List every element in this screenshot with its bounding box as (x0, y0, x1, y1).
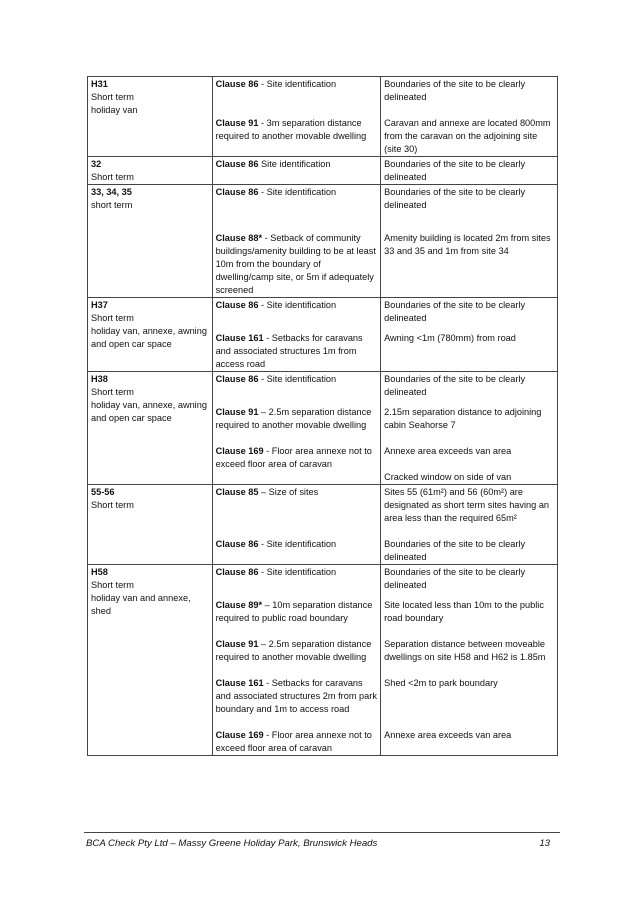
finding-text: Boundaries of the site to be clearly delineated (384, 374, 526, 397)
finding-entry (384, 78, 554, 104)
table-row (88, 298, 558, 372)
clause-number: Clause 86 (215, 374, 259, 384)
clause-entry (216, 471, 378, 484)
site-label: H38 (91, 374, 108, 384)
clause-text: - Site identification (258, 187, 337, 197)
finding-text: Awning <1m (780mm) from road (384, 333, 516, 343)
finding-text: Separation distance between moveable dwellings on site H58 and H62 is 1.85m (384, 639, 546, 662)
clause-text: - Site identification (258, 300, 337, 310)
site-description: holiday van (91, 105, 138, 115)
finding-text: Boundaries of the site to be clearly delineated (384, 159, 526, 182)
clause-cell (212, 185, 381, 298)
site-cell (88, 298, 213, 372)
clause-number: Clause 161 (215, 333, 264, 343)
site-label: 55-56 (91, 487, 115, 497)
clause-number: Clause 91 (215, 118, 259, 128)
clause-entry (216, 299, 378, 325)
site-description: Short term (91, 500, 134, 510)
clause-text: - Site identification (258, 567, 337, 577)
finding-cell (381, 157, 558, 185)
clause-text: - Setbacks for caravans and associated structures 2m from park boundary and 1m to access road (215, 678, 377, 714)
clause-entry (216, 638, 378, 664)
finding-text: Shed <2m to park boundary (384, 678, 498, 688)
clause-entry (216, 373, 378, 399)
clause-entry (216, 599, 378, 625)
clause-number: Clause 161 (215, 678, 264, 688)
finding-text: Site located less than 10m to the public road boundary (384, 600, 544, 623)
table-row (88, 157, 558, 185)
finding-entry (384, 406, 554, 432)
footer-text: BCA Check Pty Ltd – Massy Greene Holiday Park, Brunswick Heads (86, 838, 378, 849)
inspection-table (87, 76, 558, 756)
clause-entry (216, 232, 378, 297)
finding-cell (381, 77, 558, 157)
finding-text: Sites 55 (61m²) and 56 (60m²) are designated as short term sites having an area less than the required 65m² (384, 487, 550, 523)
site-description: Short term (91, 313, 134, 323)
finding-text: Caravan and annexe are located 800mm from the caravan on the adjoining site (site 30) (384, 118, 551, 154)
clause-text: - Site identification (258, 539, 337, 549)
site-cell (88, 485, 213, 565)
clause-text: - Setbacks for caravans and associated structures 1m from access road (215, 333, 363, 369)
page-footer (86, 838, 556, 849)
finding-entry (384, 117, 554, 156)
finding-text: 2.15m separation distance to adjoining cabin Seahorse 7 (384, 407, 542, 430)
clause-cell (212, 485, 381, 565)
finding-entry (384, 186, 554, 212)
clause-entry (216, 486, 378, 525)
site-description: holiday van, annexe, awning and open car space (91, 326, 207, 349)
table-row (88, 77, 558, 157)
clause-text: - 3m separation distance required to another movable dwelling (215, 118, 367, 141)
clause-number: Clause 86 (215, 79, 259, 89)
finding-entry (384, 373, 554, 399)
clause-cell (212, 157, 381, 185)
finding-text: Boundaries of the site to be clearly delineated (384, 187, 526, 210)
site-cell (88, 372, 213, 485)
clause-text: – 10m separation distance required to public road boundary (215, 600, 373, 623)
finding-text: Cracked window on side of van (384, 472, 512, 482)
finding-cell (381, 565, 558, 756)
site-label: H37 (91, 300, 108, 310)
clause-text: Site identification (258, 159, 331, 169)
finding-entry (384, 538, 554, 564)
finding-entry (384, 638, 554, 664)
site-cell (88, 157, 213, 185)
finding-entry (384, 599, 554, 625)
table-body (88, 77, 558, 756)
finding-entry (384, 677, 554, 716)
clause-text: – Size of sites (258, 487, 319, 497)
finding-text: Amenity building is located 2m from sites 33 and 35 and 1m from site 34 (384, 233, 551, 256)
clause-text: – 2.5m separation distance required to another movable dwelling (215, 639, 372, 662)
clause-entry (216, 186, 378, 212)
finding-cell (381, 485, 558, 565)
clause-entry (216, 332, 378, 371)
clause-cell (212, 298, 381, 372)
clause-number: Clause 86 (215, 539, 259, 549)
finding-entry (384, 158, 554, 184)
site-description: Short term (91, 92, 134, 102)
clause-text: - Floor area annexe not to exceed floor area of caravan (215, 730, 372, 753)
site-label: H31 (91, 79, 108, 89)
finding-entry (384, 232, 554, 297)
footer-divider (84, 832, 560, 833)
finding-entry (384, 332, 554, 371)
finding-cell (381, 372, 558, 485)
clause-entry (216, 445, 378, 471)
clause-number: Clause 86 (215, 159, 259, 169)
site-description: holiday van, annexe, awning and open car space (91, 400, 207, 423)
clause-text: - Floor area annexe not to exceed floor area of caravan (215, 446, 372, 469)
site-cell (88, 185, 213, 298)
finding-text: Annexe area exceeds van area (384, 730, 512, 740)
finding-cell (381, 298, 558, 372)
finding-entry (384, 299, 554, 325)
clause-entry (216, 677, 378, 716)
clause-entry (216, 729, 378, 755)
clause-number: Clause 86 (215, 187, 259, 197)
clause-number: Clause 169 (215, 446, 264, 456)
clause-number: Clause 91 (215, 639, 259, 649)
clause-cell (212, 565, 381, 756)
page-number: 13 (539, 838, 550, 849)
finding-entry (384, 471, 554, 484)
clause-entry (216, 158, 378, 184)
finding-entry (384, 729, 554, 755)
clause-number: Clause 85 (215, 487, 259, 497)
finding-text: Boundaries of the site to be clearly delineated (384, 539, 526, 562)
site-description: Short term (91, 580, 134, 590)
clause-entry (216, 406, 378, 432)
site-description: short term (91, 200, 133, 210)
clause-text: - Site identification (258, 79, 337, 89)
clause-number: Clause 89* (215, 600, 263, 610)
site-label: 33, 34, 35 (91, 187, 132, 197)
clause-number: Clause 169 (215, 730, 264, 740)
site-cell (88, 565, 213, 756)
finding-text: Annexe area exceeds van area (384, 446, 512, 456)
finding-entry (384, 566, 554, 592)
finding-text: Boundaries of the site to be clearly delineated (384, 79, 526, 102)
clause-number: Clause 86 (215, 567, 259, 577)
clause-cell (212, 372, 381, 485)
clause-number: Clause 91 (215, 407, 259, 417)
clause-entry (216, 117, 378, 156)
clause-entry (216, 538, 378, 564)
table-row (88, 372, 558, 485)
clause-number: Clause 88* (215, 233, 263, 243)
finding-entry (384, 445, 554, 471)
finding-cell (381, 185, 558, 298)
table-row (88, 565, 558, 756)
clause-text: – 2.5m separation distance required to another movable dwelling (215, 407, 372, 430)
clause-text: - Setback of community buildings/amenity building to be at least 10m from the boundary of dwelling/camp site, or 5m if adequately screened (215, 233, 376, 295)
table-row (88, 485, 558, 565)
clause-entry (216, 566, 378, 592)
clause-number: Clause 86 (215, 300, 259, 310)
site-description: Short term (91, 387, 134, 397)
site-cell (88, 77, 213, 157)
site-description: holiday van and annexe, shed (91, 593, 191, 616)
site-description: Short term (91, 172, 134, 182)
clause-cell (212, 77, 381, 157)
finding-text: Boundaries of the site to be clearly delineated (384, 567, 526, 590)
clause-text: - Site identification (258, 374, 337, 384)
table-row (88, 185, 558, 298)
finding-entry (384, 486, 554, 525)
clause-entry (216, 78, 378, 104)
site-label: 32 (91, 159, 102, 169)
site-label: H58 (91, 567, 108, 577)
finding-text: Boundaries of the site to be clearly delineated (384, 300, 526, 323)
